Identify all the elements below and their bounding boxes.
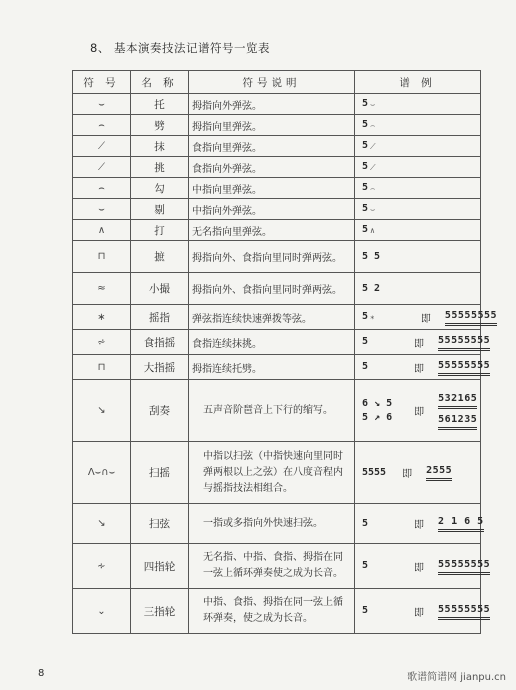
technique-symbol: ↘ xyxy=(73,504,131,544)
technique-description: 拇指向外、食指向里同时弹两弦。 xyxy=(189,273,355,305)
technique-name: 抹 xyxy=(131,136,189,157)
header-example: 谱 例 xyxy=(355,71,481,94)
table-row xyxy=(73,136,481,157)
example-equals-label: 即 xyxy=(414,338,425,350)
technique-description: 拇指向外、食指向里同时弹两弦。 xyxy=(189,241,355,273)
notation-example xyxy=(355,241,481,273)
notation-example xyxy=(355,157,481,178)
example-technique-mark: ∧ xyxy=(370,226,375,235)
technique-symbol: ⩫ xyxy=(73,330,131,355)
technique-description: 拇指向外弹弦。 xyxy=(189,94,355,115)
technique-name: 扫弦 xyxy=(131,504,189,544)
example-technique-mark: ⌢ xyxy=(370,121,376,130)
technique-description: 无名指向里弹弦。 xyxy=(189,220,355,241)
example-note: 5 xyxy=(362,98,369,109)
table-row xyxy=(73,220,481,241)
technique-name: 小撮 xyxy=(131,273,189,305)
technique-name: 劈 xyxy=(131,115,189,136)
example-note: 5 xyxy=(362,336,369,347)
technique-name: 四指轮 xyxy=(131,544,189,589)
notation-example xyxy=(355,220,481,241)
technique-symbol: ∗ xyxy=(73,305,131,330)
example-expanded-sequence: 532165 xyxy=(438,392,477,409)
technique-name: 打 xyxy=(131,220,189,241)
table-row xyxy=(73,589,481,634)
technique-description: 弹弦指连续快速弹拨等弦。 xyxy=(189,305,355,330)
table-row xyxy=(73,199,481,220)
technique-name: 挑 xyxy=(131,157,189,178)
technique-name: 摇指 xyxy=(131,305,189,330)
notation-example xyxy=(355,136,481,157)
technique-name: 勾 xyxy=(131,178,189,199)
example-note: 5 xyxy=(362,311,369,322)
notation-example xyxy=(355,544,491,589)
example-note: 5 xyxy=(362,605,369,616)
table-row xyxy=(73,355,481,380)
table-row xyxy=(73,94,481,115)
notation-example xyxy=(355,199,481,220)
technique-description: 五声音阶琶音上下行的缩写。 xyxy=(189,380,355,442)
technique-name: 三指轮 xyxy=(131,589,189,634)
example-note: 5 xyxy=(362,224,369,235)
example-note: 5 xyxy=(362,203,369,214)
technique-name: 扫摇 xyxy=(131,442,189,504)
header-description: 符号说明 xyxy=(189,71,355,94)
table-row xyxy=(73,330,481,355)
technique-symbol: ↘ xyxy=(73,380,131,442)
technique-description: 中指、食指、拇指在同一弦上循环弹奏，使之成为长音。 xyxy=(189,589,355,634)
example-equals-label: 即 xyxy=(420,313,431,325)
header-symbol: 符 号 xyxy=(73,71,131,94)
example-equals-label: 即 xyxy=(402,469,413,480)
technique-description: 食指连续抹挑。 xyxy=(189,330,355,355)
technique-symbol: ⟋ xyxy=(73,136,131,157)
technique-symbol: ∻ xyxy=(73,544,131,589)
example-technique-mark: ⌢ xyxy=(370,184,376,193)
table-row xyxy=(73,380,481,442)
technique-name: 托 xyxy=(131,94,189,115)
technique-symbol: ⌢ xyxy=(73,178,131,199)
technique-description: 拇指连续托劈。 xyxy=(189,355,355,380)
notation-example xyxy=(355,330,491,355)
technique-symbol: Λ⌣∩⌣ xyxy=(73,442,131,504)
example-equals-label: 即 xyxy=(414,520,425,531)
technique-name: 刮奏 xyxy=(131,380,189,442)
header-name: 名 称 xyxy=(131,71,189,94)
technique-symbol: ⊓ xyxy=(73,241,131,273)
table-row xyxy=(73,115,481,136)
page-number: 8 xyxy=(38,668,45,679)
notation-example xyxy=(355,94,481,115)
table-row xyxy=(73,305,481,330)
notation-example xyxy=(355,178,481,199)
technique-description: 一指或多指向外快速扫弦。 xyxy=(189,504,355,544)
technique-symbol: ⊓ xyxy=(73,355,131,380)
example-technique-mark: ⟋ xyxy=(370,163,376,172)
table-header-row xyxy=(73,71,481,94)
table-row xyxy=(73,504,481,544)
example-note: 5 xyxy=(362,560,369,571)
example-note: 5555 xyxy=(362,466,387,478)
table-row xyxy=(73,273,481,305)
example-equals-label: 即 xyxy=(414,363,425,375)
notation-example xyxy=(355,273,481,305)
technique-description: 中指向里弹弦。 xyxy=(189,178,355,199)
example-expanded-sequence: 55555555 xyxy=(438,558,490,575)
technique-symbol: ⌄ xyxy=(73,589,131,634)
notation-example xyxy=(355,380,481,442)
table-row xyxy=(73,442,481,504)
example-technique-mark: ⌣ xyxy=(370,100,376,109)
example-note: 5 xyxy=(362,161,369,172)
notation-example xyxy=(355,115,481,136)
notation-example xyxy=(355,589,491,634)
example-technique-mark: ⟋ xyxy=(370,142,376,151)
notation-example xyxy=(355,355,491,380)
example-note: 5 5 xyxy=(362,250,381,262)
example-note: 6 ↘ 5 xyxy=(362,397,393,409)
example-expanded-sequence: 2 1 6 5 xyxy=(438,515,484,532)
table-row xyxy=(73,241,481,273)
technique-description: 中指以扫弦（中指快速向里同时弹两根以上之弦）在八度音程内与摇指技法相组合。 xyxy=(189,442,355,504)
notation-example xyxy=(355,305,498,330)
table-row xyxy=(73,544,481,589)
example-expanded-sequence: 55555555 xyxy=(445,309,497,326)
technique-symbol-table xyxy=(72,70,498,634)
page-title: 8、 基本演奏技法记谱符号一览表 xyxy=(90,41,270,55)
example-note: 5 xyxy=(362,119,369,130)
technique-description: 食指向外弹弦。 xyxy=(189,157,355,178)
example-equals-label: 即 xyxy=(414,562,425,574)
technique-symbol: ⌣ xyxy=(73,94,131,115)
example-note: 5 xyxy=(362,517,369,529)
example-note: 5 2 xyxy=(362,282,381,294)
technique-name: 大指摇 xyxy=(131,355,189,380)
example-expanded-sequence: 55555555 xyxy=(438,334,490,351)
example-note: 5 xyxy=(362,361,369,372)
technique-symbol: ⌣ xyxy=(73,199,131,220)
technique-description: 食指向里弹弦。 xyxy=(189,136,355,157)
notation-example xyxy=(355,504,484,544)
table-row xyxy=(73,178,481,199)
notation-example xyxy=(355,442,481,504)
technique-name: 食指摇 xyxy=(131,330,189,355)
technique-description: 中指向外弹弦。 xyxy=(189,199,355,220)
technique-name: 剔 xyxy=(131,199,189,220)
example-expanded-sequence: 55555555 xyxy=(438,603,490,620)
example-note: 5 xyxy=(362,182,369,193)
technique-description: 无名指、中指、食指、拇指在同一弦上循环弹奏使之成为长音。 xyxy=(189,544,355,589)
example-note-second: 5 ↗ 6 xyxy=(362,411,393,423)
technique-symbol: ⌢ xyxy=(73,115,131,136)
example-technique-mark: ⌣ xyxy=(370,205,376,214)
table-row xyxy=(73,157,481,178)
example-expanded-sequence: 55555555 xyxy=(438,359,490,376)
example-equals-label: 即 xyxy=(414,407,425,418)
technique-symbol: ⟋ xyxy=(73,157,131,178)
example-note: 5 xyxy=(362,140,369,151)
technique-symbol: ≈ xyxy=(73,273,131,305)
technique-description: 拇指向里弹弦。 xyxy=(189,115,355,136)
example-equals-label: 即 xyxy=(414,607,425,619)
example-expanded-sequence: 2555 xyxy=(426,464,452,481)
watermark: 歌谱简谱网 jianpu.cn xyxy=(407,672,506,683)
technique-name: 摭 xyxy=(131,241,189,273)
technique-symbol: ∧ xyxy=(73,220,131,241)
example-expanded-sequence-second: 561235 xyxy=(438,413,477,430)
example-technique-mark: ∗ xyxy=(370,313,375,322)
